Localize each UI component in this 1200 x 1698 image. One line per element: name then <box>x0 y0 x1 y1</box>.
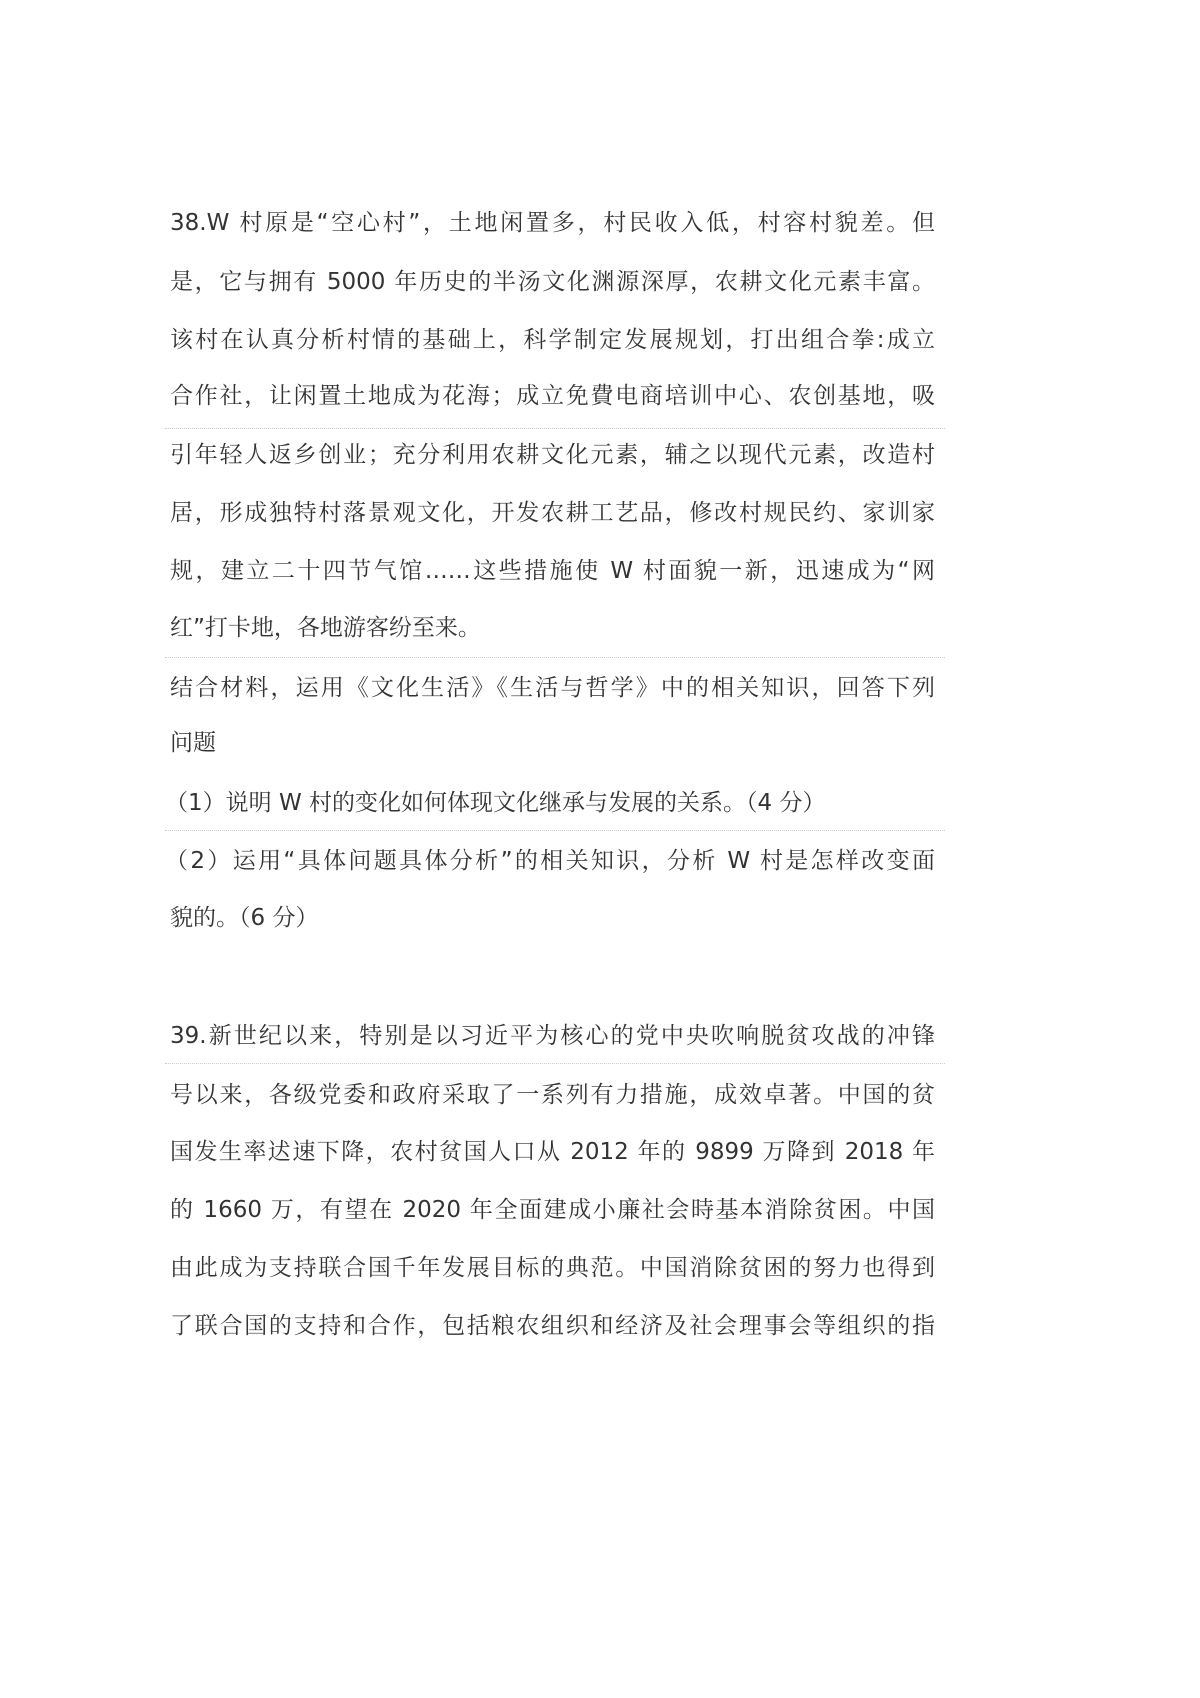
q38-subquestion-2: （2）运用“具体问题具体分析”的相关知识，分析 W 村是怎样改变面 <box>165 848 935 874</box>
q39-line: 39.新世纪以来，特别是以习近平为核心的党中央吹响脱贫攻战的冲锋 <box>170 1023 935 1049</box>
q38-line: 引年轻人返乡创业；充分利用农耕文化元素，辅之以现代元素，改造村 <box>170 442 935 468</box>
divider <box>165 830 945 831</box>
q39-line: 了联合国的支持和合作，包括粮农组织和经济及社会理事会等组织的指 <box>170 1313 935 1339</box>
divider <box>165 657 945 658</box>
q39-line: 号以来，各级党委和政府采取了一系列有力措施，成效卓著。中国的贫 <box>170 1082 935 1108</box>
q38-line: 规，建立二十四节气馆……这些措施使 W 村面貌一新，迅速成为“网 <box>170 558 935 584</box>
q38-line: 合作社，让闲置土地成为花海；成立免費电商培训中心、农创基地，吸 <box>170 383 935 409</box>
q38-prompt: 结合材料，运用《文化生活》《生活与哲学》中的相关知识，回答下列 <box>170 675 935 701</box>
q39-line: 国发生率迖速下降，农村贫国人口从 2012 年的 9899 万降到 2018 年 <box>170 1139 935 1165</box>
q38-prompt: 问题 <box>170 730 216 756</box>
divider <box>165 428 945 429</box>
q38-line: 38.W 村原是“空心村”，土地闲置多，村民收入低，村容村貌差。但 <box>170 210 935 236</box>
q38-line: 居，形成独特村落景观文化，开发农耕工艺品，修改村规民约、家训家 <box>170 500 935 526</box>
q39-line: 由此成为支持联合国千年发展目标的典范。中国消除贫困的努力也得到 <box>170 1255 935 1281</box>
q38-subquestion-2: 貌的。（6 分） <box>170 905 319 931</box>
q38-line: 是，它与拥有 5000 年历史的半汤文化渊源深厚，农耕文化元素丰富。 <box>170 269 935 295</box>
q38-line: 红”打卡地，各地游客纷至来。 <box>170 615 481 641</box>
q39-line: 的 1660 万，有望在 2020 年全面建成小廉社会時基本消除贫困。中国 <box>170 1197 935 1223</box>
q38-subquestion-1: （1）说明 W 村的变化如何体现文化继承与发展的关系。（4 分） <box>165 790 826 816</box>
divider <box>165 1063 945 1064</box>
q38-line: 该村在认真分析村情的基础上，科学制定发展规划，打出组合拳:成立 <box>170 327 935 353</box>
